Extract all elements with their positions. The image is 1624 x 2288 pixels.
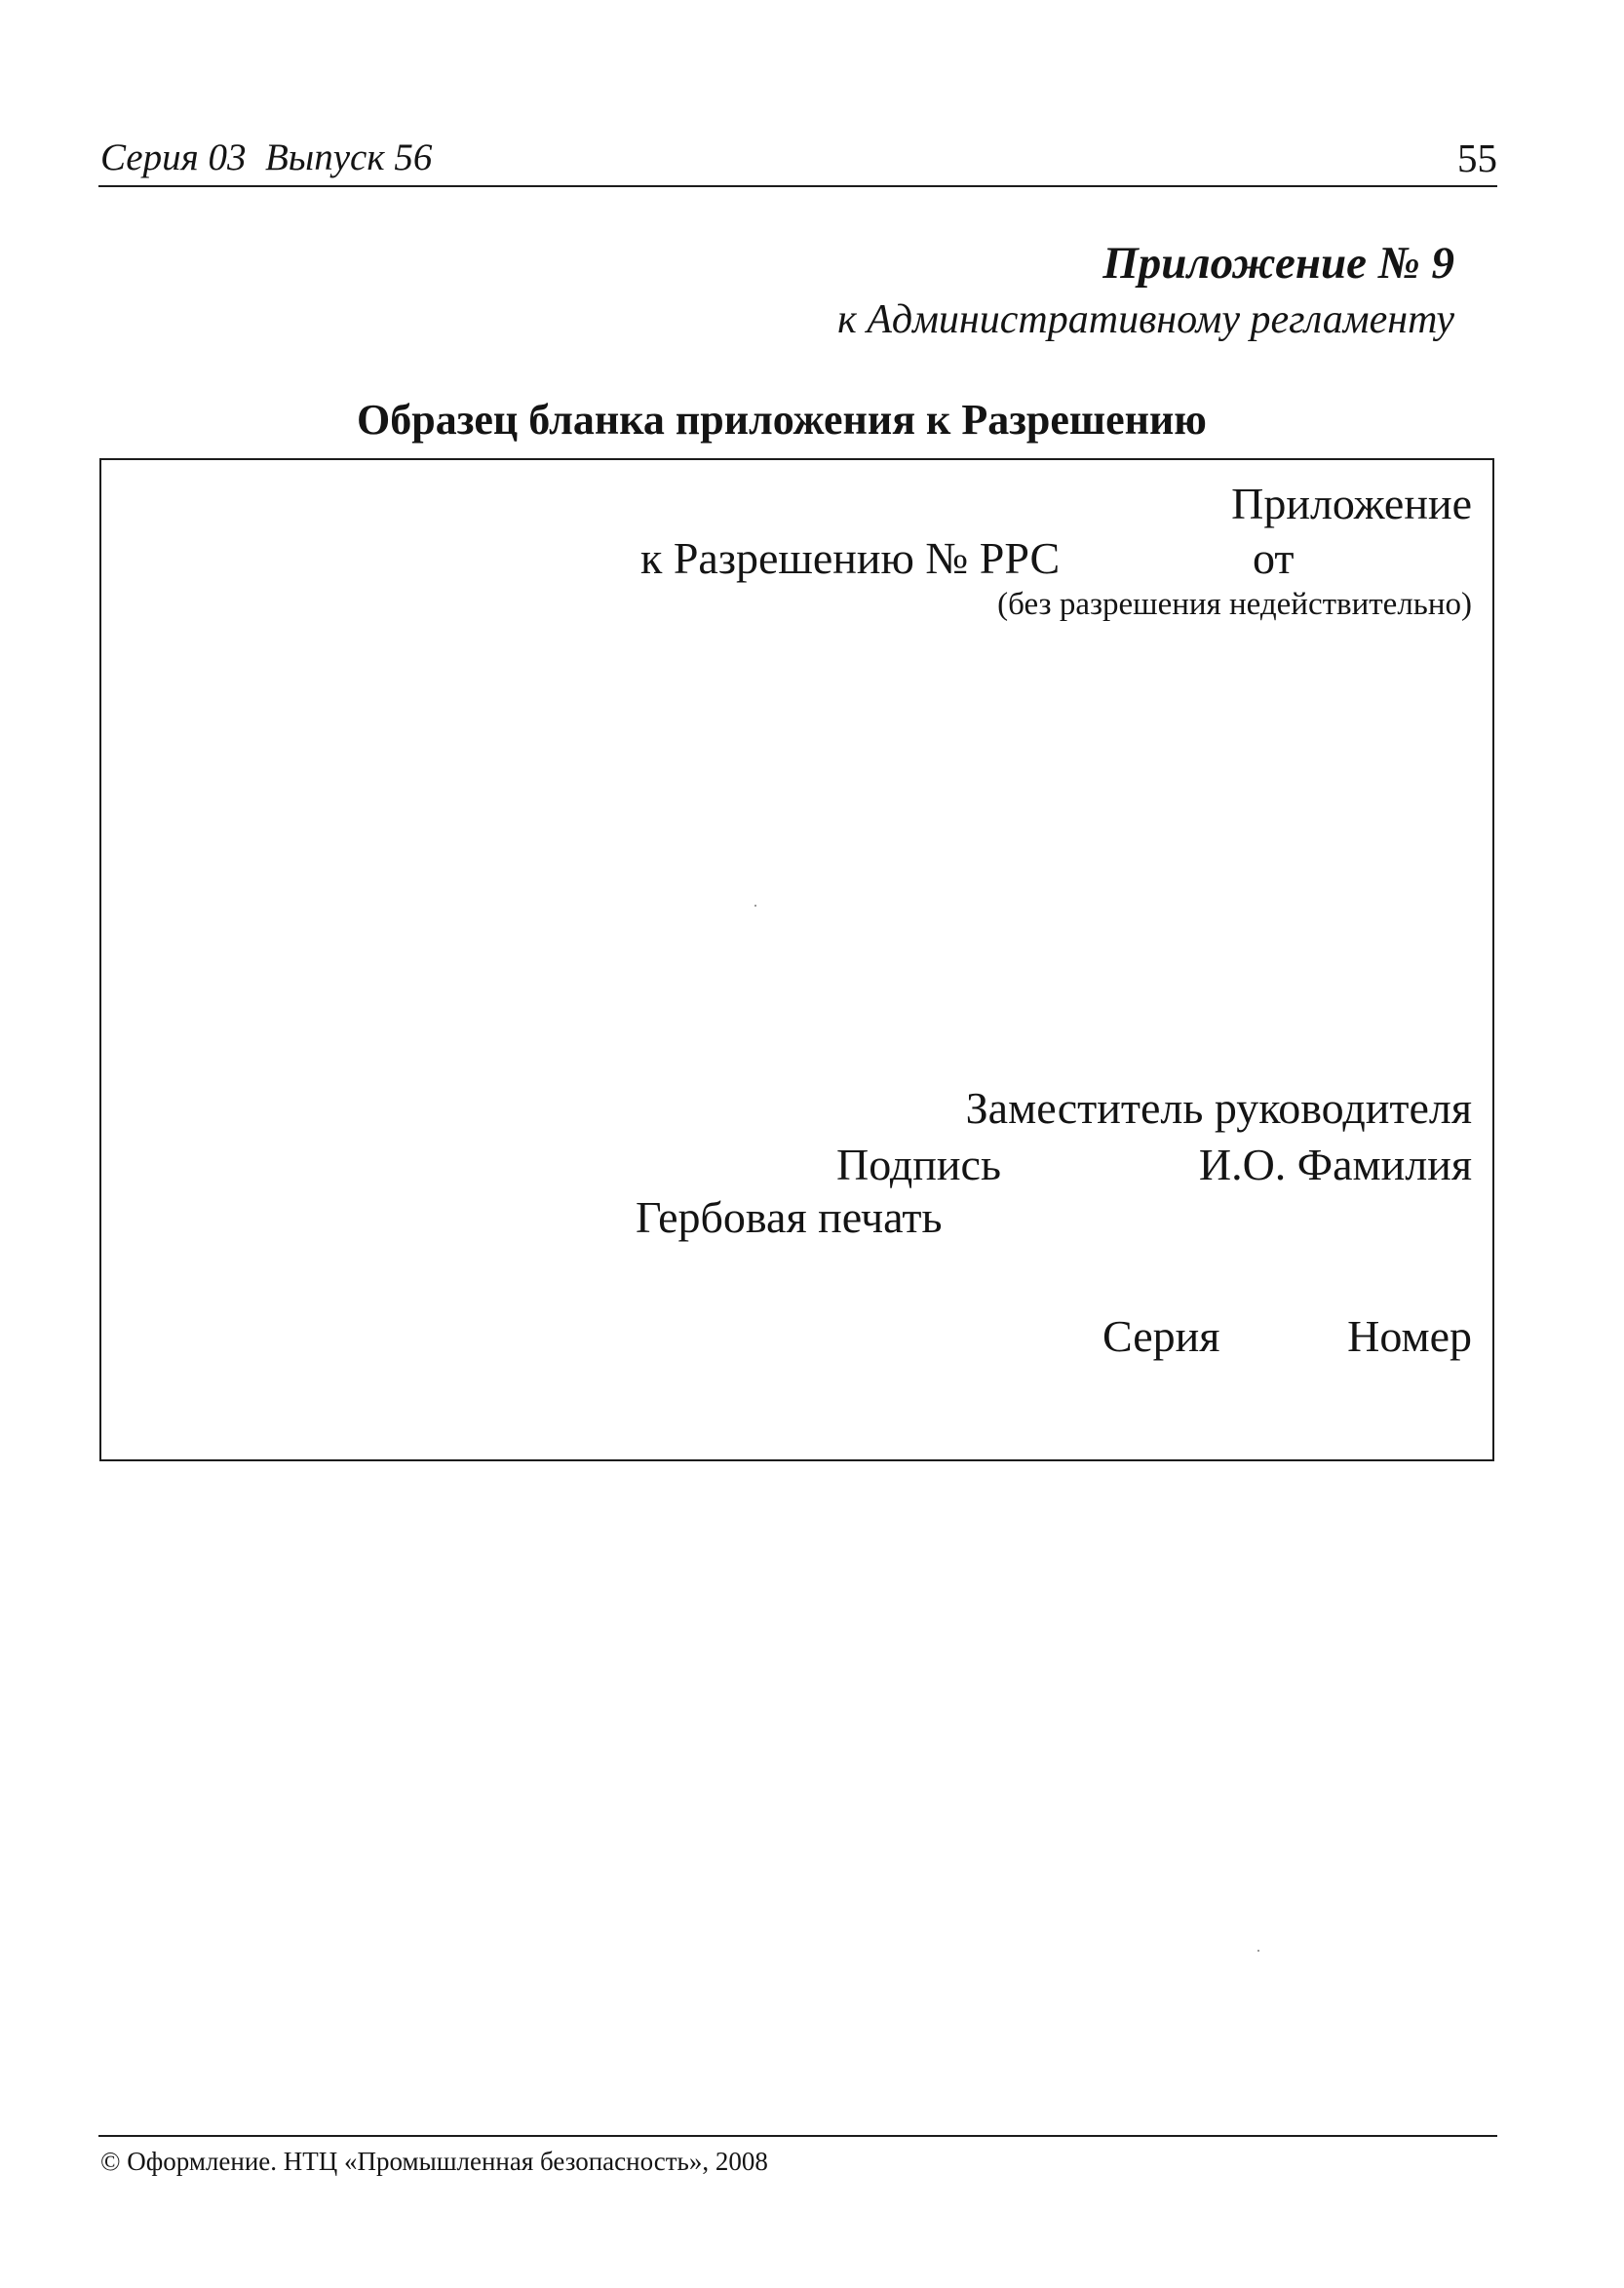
running-header: [98, 136, 1497, 187]
appendix-subtitle: к Административному регламенту: [837, 297, 1454, 342]
series-issue-label: Серия 03 Выпуск 56: [100, 136, 433, 178]
footer-copyright: © Оформление. НТЦ «Промышленная безопасность», 2008: [100, 2147, 768, 2176]
form-signature-label: Подпись: [836, 1140, 1001, 1189]
form-number-label: Номер: [1347, 1311, 1472, 1361]
form-permit-reference: к Разрешению № РРС: [640, 533, 1061, 583]
form-deputy-title: Заместитель руководителя: [965, 1083, 1472, 1133]
form-seal-label: Гербовая печать: [636, 1192, 943, 1242]
footer-rule: [98, 2135, 1497, 2137]
form-permit-date-label: от: [1253, 533, 1295, 583]
form-appendix-label: Приложение: [1231, 479, 1472, 528]
form-validity-note: (без разрешения недействительно): [997, 587, 1472, 622]
appendix-title: Приложение № 9: [1102, 238, 1454, 289]
sample-title: Образец бланка приложения к Разрешению: [357, 396, 1207, 444]
form-sample-frame: [99, 458, 1494, 1461]
form-name-label: И.О. Фамилия: [1198, 1140, 1472, 1189]
scan-speck: [754, 905, 756, 907]
form-series-label: Серия: [1102, 1311, 1220, 1361]
scan-speck: [1257, 1950, 1259, 1952]
page-number: 55: [1457, 136, 1497, 180]
